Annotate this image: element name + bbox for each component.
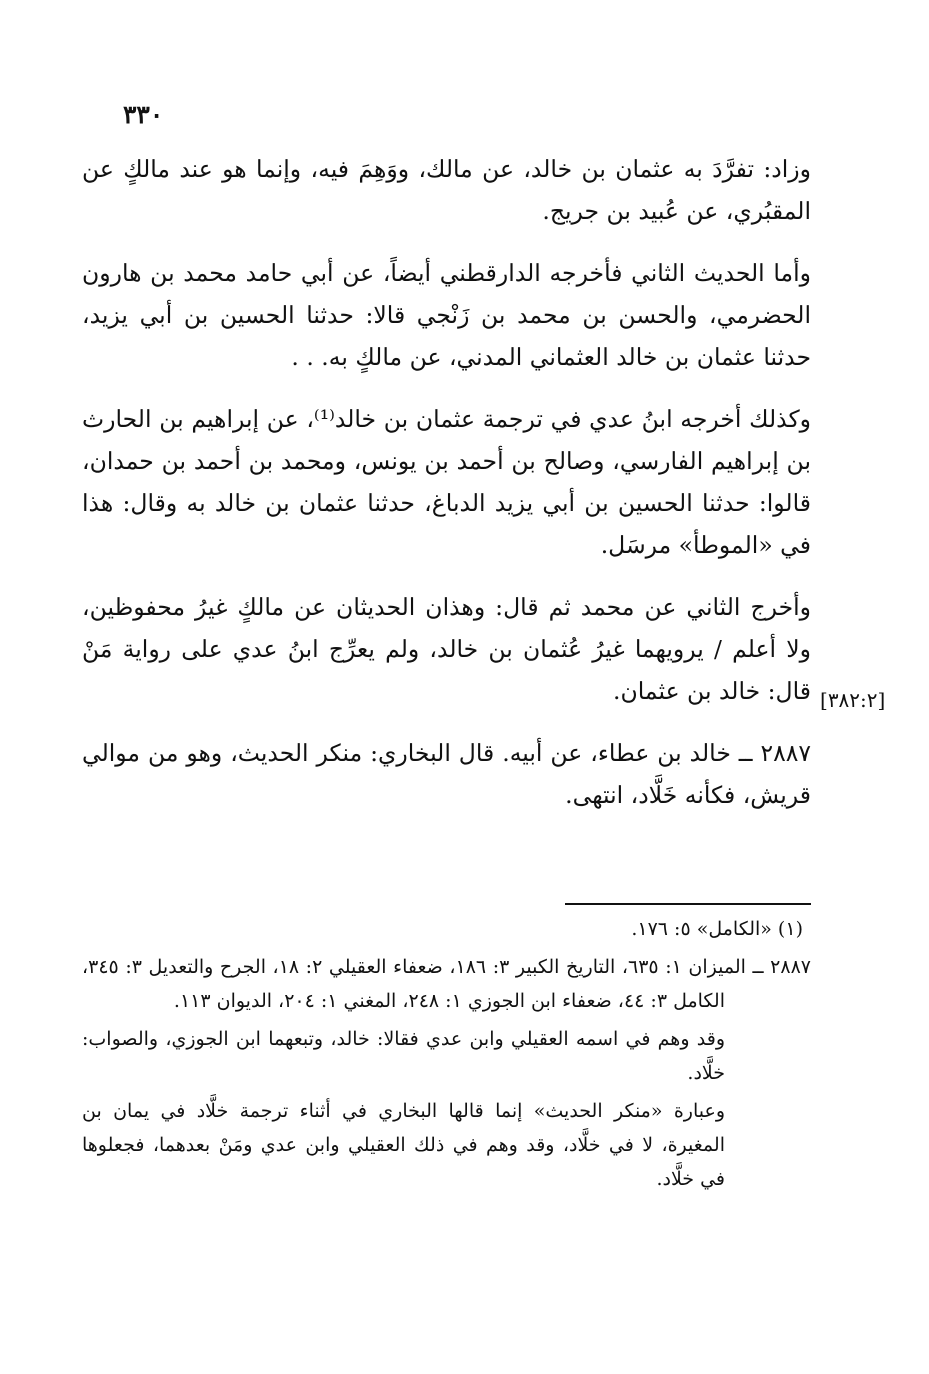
- main-text: [82, 148, 811, 816]
- footnotes: [82, 912, 811, 1200]
- footnote-1: (١) «الكامل» ٥: ١٧٦.: [631, 918, 803, 940]
- page-number: ٣٣٠: [123, 100, 164, 129]
- paragraph: وزاد: تفرَّدَ به عثمان بن خالد، عن مالك، ووَهِمَ فيه، وإنما هو عند مالكٍ عن المقبُري، عن عُبيد بن جريج.: [82, 155, 811, 225]
- footnote-note: وعبارة «منكر الحديث» إنما قالها البخاري في أثناء ترجمة خلَّاد في يمان بن المغيرة، لا في خلَّاد، وقد وهم في ذلك العقيلي وابن عدي ومَنْ بعدهما، فجعلوها في خلَّاد.: [82, 1100, 725, 1190]
- paragraph: وأما الحديث الثاني فأخرجه الدارقطني أيضاً، عن أبي حامد محمد بن هارون الحضرمي، والحسن بن محمد بن زَنْجي قالا: حدثنا الحسين بن أبي يزيد، حدثنا عثمان بن خالد العثماني المدني، عن مالكٍ به. . .: [82, 259, 811, 371]
- footnote-sources: ٢٨٨٧ ــ الميزان ١: ٦٣٥، التاريخ الكبير ٣: ١٨٦، ضعفاء العقيلي ٢: ١٨، الجرح والتعديل ٣: ٣٤٥، الكامل ٣: ٤٤، ضعفاء ابن الجوزي ١: ٢٤٨، المغني ١: ٢٠٤، الديوان ١١٣.: [82, 956, 811, 1012]
- paragraph: وكذلك أخرجه ابنُ عدي في ترجمة عثمان بن خالد⁽¹⁾، عن إبراهيم بن الحارث بن إبراهيم الفارسي، وصالح بن أحمد بن يونس، ومحمد بن أحمد بن حمدان، قالوا: حدثنا الحسين بن أبي يزيد الدباغ، حدثنا عثمان بن خالد به وقال: هذا في «الموطأ» مرسَل.: [82, 405, 811, 559]
- entry-paragraph: ٢٨٨٧ ــ خالد بن عطاء، عن أبيه. قال البخاري: منكر الحديث، وهو من موالي قريش، فكأنه خَلَّاد، انتهى.: [82, 739, 811, 809]
- paragraph: وأخرج الثاني عن محمد ثم قال: وهذان الحديثان عن مالكٍ غيرُ محفوظين، ولا أعلم / يرويهما غيرُ عُثمان بن خالد، ولم يعرِّج ابنُ عدي على رواية مَنْ قال: خالد بن عثمان.: [82, 593, 811, 705]
- footnote-note: وقد وهم في اسمه العقيلي وابن عدي فقالا: خالد، وتبعهما ابن الجوزي، والصواب: خلَّاد.: [82, 1028, 725, 1084]
- footnote-divider: [565, 903, 811, 905]
- margin-reference: [٣٨٢:٢]: [820, 688, 886, 712]
